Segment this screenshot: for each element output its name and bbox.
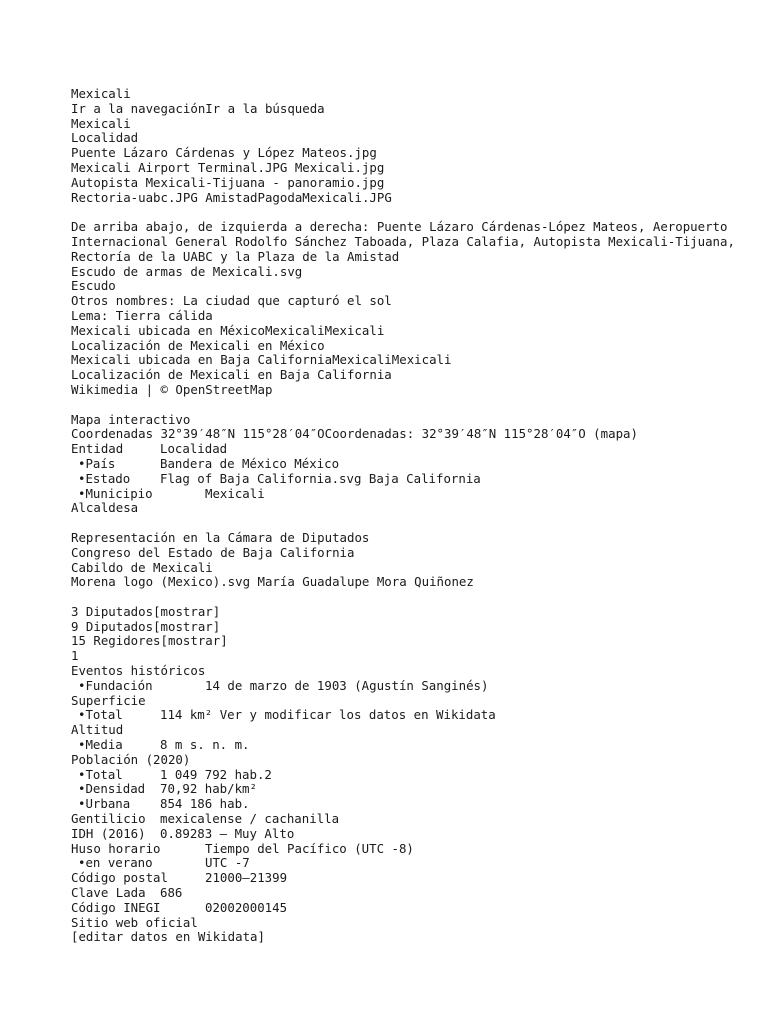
infobox-row (71, 708, 751, 723)
field-value[interactable]: Tiempo del Pacífico (UTC -8) (205, 840, 414, 856)
coat-of-arms-image[interactable]: Escudo de armas de Mexicali.svg (71, 264, 303, 279)
infobox-row (71, 886, 751, 901)
field-label: • Total (71, 768, 160, 783)
field-label: • en verano (71, 856, 205, 871)
section-label: Población (2020) (71, 752, 191, 767)
infobox-row (71, 782, 751, 797)
field-label: IDH (2016) (71, 825, 146, 841)
collapsible-row (71, 634, 751, 649)
image-link[interactable]: Autopista Mexicali-Tijuana - panoramio.jpg (71, 175, 385, 190)
field-label: • Densidad (71, 782, 160, 797)
interactive-map-link[interactable]: Mapa interactivo (71, 412, 191, 427)
field-label: Clave Lada (71, 885, 146, 901)
infobox-row (71, 768, 751, 783)
representation-text: Morena logo (Mexico).svg María Guadalupe Mora Quiñonez (71, 575, 474, 590)
image-link[interactable]: Mexicali.jpg (294, 160, 385, 175)
collapsible-row (71, 620, 751, 635)
field-value: 8 m s. n. m. (160, 737, 250, 753)
coordinates[interactable]: Coordenadas 32°39′48″N 115°28′04″OCoordenadas: 32°39′48″N 115°28′04″O (mapa) (71, 427, 638, 442)
field-value: 854 186 hab. (160, 796, 250, 812)
representation-text: Representación en la Cámara de Diputados (71, 530, 370, 545)
infobox-row (71, 442, 751, 457)
field-value[interactable]: Flag of Baja California.svg Baja California (160, 470, 481, 486)
infobox-name: Mexicali (71, 116, 131, 131)
mayor-label: Alcaldesa (71, 501, 139, 516)
field-label: • Municipio (71, 487, 205, 502)
field-label: • Media (71, 738, 160, 753)
field-value: mexicalense / cachanilla (160, 811, 340, 827)
field-label: Código INEGI (71, 899, 161, 915)
field-value: UTC -7 (205, 855, 250, 871)
field-value: 1 049 792 hab.2 (160, 766, 272, 782)
skip-links (71, 102, 751, 117)
infobox-row (71, 472, 751, 487)
field-value: 70,92 hab/km² (160, 781, 257, 797)
wikidata-edit-link[interactable]: Ver y modificar los datos en Wikidata (219, 707, 496, 723)
edit-wikidata-link[interactable]: [editar datos en Wikidata] (71, 930, 265, 945)
image-link[interactable]: AmistadPagodaMexicali.JPG (205, 190, 392, 205)
image-links-row (71, 161, 751, 176)
infobox-row (71, 871, 751, 886)
infobox-row (71, 842, 751, 857)
infobox-row (71, 457, 751, 472)
field-label: • Total (71, 708, 160, 723)
field-label: Huso horario (71, 840, 161, 856)
field-label: • País (71, 457, 160, 472)
field-label: Gentilicio (71, 811, 146, 827)
image-link[interactable]: Puente Lázaro Cárdenas y López Mateos.jpg (71, 146, 377, 161)
field-value: 114 km² (160, 707, 213, 723)
skip-to-navigation-link[interactable]: Ir a la navegación (71, 101, 206, 116)
field-value: 686 (160, 885, 183, 901)
motto: Lema: Tierra cálida (71, 308, 213, 323)
infobox-row (71, 487, 751, 502)
field-value: 02002000145 (205, 899, 288, 915)
map-text: Localización de Mexicali en Baja California (71, 368, 392, 383)
field-label: • Urbana (71, 797, 160, 812)
section-label: Eventos históricos (71, 664, 206, 679)
collapsible-label: 9 Diputados (71, 619, 154, 634)
stray-number: 1 (71, 649, 79, 664)
image-link[interactable]: Mexicali Airport Terminal.JPG (71, 160, 288, 175)
map-text: Mexicali ubicada en Baja CaliforniaMexicaliMexicali (71, 353, 452, 368)
field-label: • Estado (71, 472, 160, 487)
wiki-article-text (71, 87, 751, 945)
image-links-row (71, 191, 751, 206)
collapsible-row (71, 605, 751, 620)
field-label: Código postal (71, 870, 168, 886)
show-toggle[interactable]: [mostrar] (153, 619, 221, 634)
representation-text: Congreso del Estado de Baja California (71, 545, 355, 560)
image-caption: De arriba abajo, de izquierda a derecha: Puente Lázaro Cárdenas-López Mateos, Aeropuerto Internacional General Rodolfo Sánchez Taboada, Plaza Calafia, Autopista Mexicali-Tijuana, Rectoría de la UABC y la Plaza de la Amistad (71, 219, 735, 264)
infobox-row (71, 738, 751, 753)
map-text: Mexicali ubicada en MéxicoMexicaliMexicali (71, 323, 385, 338)
infobox-row (71, 812, 751, 827)
collapsible-label: 15 Regidores (71, 634, 161, 649)
skip-to-search-link[interactable]: Ir a la búsqueda (205, 101, 325, 116)
field-value[interactable]: Mexicali (205, 485, 265, 501)
infobox-row (71, 679, 751, 694)
show-toggle[interactable]: [mostrar] (160, 634, 228, 649)
map-text: Localización de Mexicali en México (71, 338, 325, 353)
official-website-link[interactable]: Sitio web oficial (71, 915, 198, 930)
field-value: 21000–21399 (205, 870, 288, 886)
infobox-row (71, 856, 751, 871)
infobox-row (71, 797, 751, 812)
infobox-row (71, 901, 751, 916)
infobox-type: Localidad (71, 131, 139, 146)
other-names: Otros nombres: La ciudad que capturó el sol (71, 294, 392, 309)
field-label: • Fundación (71, 679, 205, 694)
image-link[interactable]: Rectoria-uabc.JPG (71, 190, 198, 205)
field-value: 0.89283 – Muy Alto (160, 825, 295, 841)
field-label: Entidad (71, 441, 124, 457)
section-label: Altitud (71, 723, 124, 738)
field-value[interactable]: Bandera de México México (160, 455, 340, 471)
section-label: Superficie (71, 693, 146, 708)
page-title: Mexicali (71, 87, 131, 101)
field-value: Localidad (160, 441, 228, 457)
map-attribution[interactable]: Wikimedia | © OpenStreetMap (71, 382, 273, 397)
infobox-row (71, 827, 751, 842)
representation-text: Cabildo de Mexicali (71, 560, 213, 575)
show-toggle[interactable]: [mostrar] (153, 604, 221, 619)
field-value: 14 de marzo de 1903 (Agustín Sanginés) (205, 677, 489, 693)
collapsible-label: 3 Diputados (71, 604, 154, 619)
coat-of-arms-label: Escudo (71, 279, 116, 294)
